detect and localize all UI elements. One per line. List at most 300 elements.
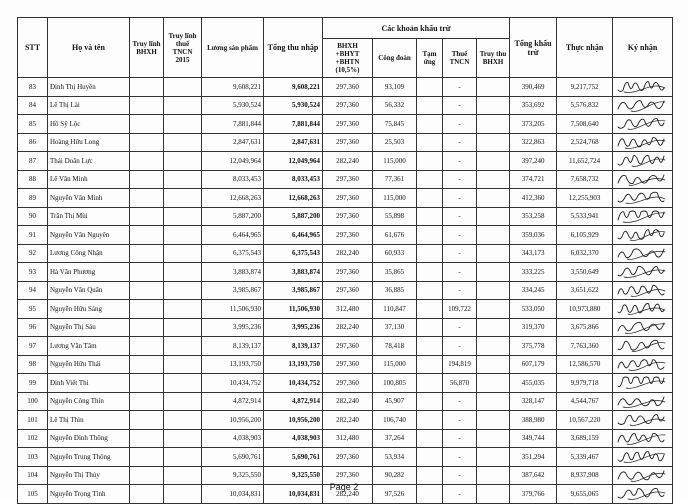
thue-tncn-cell: - xyxy=(443,115,477,134)
thue-tncn-cell: - xyxy=(443,466,477,485)
luong-sp-cell: 11,506,930 xyxy=(202,300,264,319)
handwritten-signature xyxy=(615,116,669,131)
luong-sp-cell: 6,375,543 xyxy=(202,244,264,263)
employee-name: Lê Thị Lài xyxy=(48,96,130,115)
tam-ung-cell xyxy=(417,355,443,374)
cong-doan-cell: 115,000 xyxy=(373,355,417,374)
stt-cell: 102 xyxy=(18,429,48,448)
employee-name: Hà Văn Phương xyxy=(48,263,130,282)
thuc-nhan-cell: 12,586,570 xyxy=(557,355,613,374)
tong-thu-nhap-cell: 11,506,930 xyxy=(264,300,323,319)
thuc-nhan-cell: 3,550,649 xyxy=(557,263,613,282)
thue-tncn-cell: - xyxy=(443,411,477,430)
truy-thu-bhxh-cell xyxy=(477,448,510,467)
thue-tncn-cell: 56,870 xyxy=(443,374,477,393)
table-row xyxy=(18,170,673,189)
table-row xyxy=(18,96,673,115)
thuc-nhan-cell: 3,689,159 xyxy=(557,429,613,448)
tam-ung-cell xyxy=(417,429,443,448)
truy-tncn-cell xyxy=(164,133,202,152)
signature-cell xyxy=(613,189,673,208)
handwritten-signature xyxy=(615,357,669,372)
truy-thu-bhxh-cell xyxy=(477,263,510,282)
employee-name: Đinh Viết Thi xyxy=(48,374,130,393)
tong-khau-tru-cell: 343,173 xyxy=(510,244,557,263)
handwritten-signature xyxy=(615,98,669,113)
truy-bhxh-cell xyxy=(130,300,164,319)
luong-sp-cell: 13,193,750 xyxy=(202,355,264,374)
thuc-nhan-cell: 3,651,622 xyxy=(557,281,613,300)
handwritten-signature xyxy=(615,190,669,205)
truy-tncn-cell xyxy=(164,96,202,115)
stt-cell: 85 xyxy=(18,115,48,134)
tam-ung-cell xyxy=(417,115,443,134)
tong-thu-nhap-cell: 5,690,761 xyxy=(264,448,323,467)
tam-ung-cell xyxy=(417,263,443,282)
handwritten-signature xyxy=(615,468,669,483)
employee-name: Nguyễn Công Thìn xyxy=(48,392,130,411)
employee-name: Nguyễn Đình Thông xyxy=(48,429,130,448)
table-row xyxy=(18,263,673,282)
thue-tncn-cell: - xyxy=(443,263,477,282)
header-tam-ung: Tạm ứng xyxy=(417,39,443,78)
tam-ung-cell xyxy=(417,392,443,411)
truy-thu-bhxh-cell xyxy=(477,355,510,374)
employee-name: Đinh Thị Huyền xyxy=(48,78,130,97)
signature-cell xyxy=(613,337,673,356)
truy-tncn-cell xyxy=(164,300,202,319)
bhxh-cell: 282,240 xyxy=(323,152,373,171)
thue-tncn-cell: 109,722 xyxy=(443,300,477,319)
signature-cell xyxy=(613,96,673,115)
handwritten-signature xyxy=(615,79,669,94)
tong-thu-nhap-cell: 9,325,550 xyxy=(264,466,323,485)
employee-name: Nguyễn Trung Thông xyxy=(48,448,130,467)
header-cac-khoan-khau-tru: Các khoản khấu trừ xyxy=(323,18,510,39)
luong-sp-cell: 3,883,874 xyxy=(202,263,264,282)
tong-khau-tru-cell: 387,642 xyxy=(510,466,557,485)
employee-name: Nguyễn Thị Thủy xyxy=(48,466,130,485)
truy-tncn-cell xyxy=(164,448,202,467)
thue-tncn-cell: - xyxy=(443,429,477,448)
truy-thu-bhxh-cell xyxy=(477,115,510,134)
tong-khau-tru-cell: 328,147 xyxy=(510,392,557,411)
truy-thu-bhxh-cell xyxy=(477,300,510,319)
stt-cell: 83 xyxy=(18,78,48,97)
tong-thu-nhap-cell: 13,193,750 xyxy=(264,355,323,374)
employee-name: Lê Văn Minh xyxy=(48,170,130,189)
thuc-nhan-cell: 6,105,929 xyxy=(557,226,613,245)
thue-tncn-cell: - xyxy=(443,337,477,356)
truy-tncn-cell xyxy=(164,226,202,245)
thuc-nhan-cell: 10,567,220 xyxy=(557,411,613,430)
cong-doan-cell: 93,109 xyxy=(373,78,417,97)
tong-khau-tru-cell: 607,179 xyxy=(510,355,557,374)
truy-bhxh-cell xyxy=(130,281,164,300)
thuc-nhan-cell: 5,533,941 xyxy=(557,207,613,226)
thue-tncn-cell: - xyxy=(443,448,477,467)
header-stt: STT xyxy=(18,18,48,78)
bhxh-cell: 297,360 xyxy=(323,78,373,97)
stt-cell: 92 xyxy=(18,244,48,263)
cong-doan-cell: 56,332 xyxy=(373,96,417,115)
signature-cell xyxy=(613,318,673,337)
tong-thu-nhap-cell: 3,995,236 xyxy=(264,318,323,337)
stt-cell: 104 xyxy=(18,466,48,485)
employee-name: Lương Công Nhận xyxy=(48,244,130,263)
stt-cell: 100 xyxy=(18,392,48,411)
handwritten-signature xyxy=(615,227,669,242)
thue-tncn-cell: - xyxy=(443,281,477,300)
employee-name: Nguyễn Trọng Tình xyxy=(48,485,130,504)
bhxh-cell: 297,360 xyxy=(323,466,373,485)
tong-thu-nhap-cell: 6,464,965 xyxy=(264,226,323,245)
thue-tncn-cell: - xyxy=(443,226,477,245)
tam-ung-cell xyxy=(417,133,443,152)
tam-ung-cell xyxy=(417,411,443,430)
truy-tncn-cell xyxy=(164,115,202,134)
cong-doan-cell: 36,885 xyxy=(373,281,417,300)
tong-khau-tru-cell: 397,240 xyxy=(510,152,557,171)
cong-doan-cell: 25,503 xyxy=(373,133,417,152)
luong-sp-cell: 4,038,903 xyxy=(202,429,264,448)
truy-tncn-cell xyxy=(164,263,202,282)
truy-thu-bhxh-cell xyxy=(477,189,510,208)
tong-khau-tru-cell: 353,692 xyxy=(510,96,557,115)
cong-doan-cell: 106,740 xyxy=(373,411,417,430)
tam-ung-cell xyxy=(417,300,443,319)
luong-sp-cell: 5,930,524 xyxy=(202,96,264,115)
tong-khau-tru-cell: 353,258 xyxy=(510,207,557,226)
cong-doan-cell: 78,418 xyxy=(373,337,417,356)
tong-thu-nhap-cell: 10,034,831 xyxy=(264,485,323,504)
handwritten-signature xyxy=(615,264,669,279)
page-number: Page 2 xyxy=(329,482,359,492)
tong-thu-nhap-cell: 7,881,844 xyxy=(264,115,323,134)
tong-thu-nhap-cell: 5,930,524 xyxy=(264,96,323,115)
bhxh-cell: 297,360 xyxy=(323,337,373,356)
bhxh-cell: 312,480 xyxy=(323,300,373,319)
truy-tncn-cell xyxy=(164,429,202,448)
tam-ung-cell xyxy=(417,448,443,467)
stt-cell: 87 xyxy=(18,152,48,171)
employee-name: Nguyễn Văn Minh xyxy=(48,189,130,208)
handwritten-signature xyxy=(615,153,669,168)
cong-doan-cell: 110,847 xyxy=(373,300,417,319)
truy-bhxh-cell xyxy=(130,448,164,467)
stt-cell: 86 xyxy=(18,133,48,152)
tam-ung-cell xyxy=(417,374,443,393)
employee-name: Hồ Sỹ Lộc xyxy=(48,115,130,134)
handwritten-signature xyxy=(615,209,669,224)
cong-doan-cell: 35,865 xyxy=(373,263,417,282)
bhxh-cell: 282,240 xyxy=(323,392,373,411)
employee-name: Nguyễn Thị Sáu xyxy=(48,318,130,337)
truy-thu-bhxh-cell xyxy=(477,170,510,189)
bhxh-cell: 282,240 xyxy=(323,411,373,430)
stt-cell: 91 xyxy=(18,226,48,245)
tam-ung-cell xyxy=(417,207,443,226)
truy-tncn-cell xyxy=(164,244,202,263)
table-row xyxy=(18,115,673,134)
tong-thu-nhap-cell: 9,608,221 xyxy=(264,78,323,97)
cong-doan-cell: 115,000 xyxy=(373,152,417,171)
tam-ung-cell xyxy=(417,170,443,189)
employee-name: Nguyễn Hữu Thái xyxy=(48,355,130,374)
table-body xyxy=(18,78,673,504)
luong-sp-cell: 4,872,914 xyxy=(202,392,264,411)
table-row xyxy=(18,337,673,356)
thue-tncn-cell: - xyxy=(443,189,477,208)
thuc-nhan-cell: 5,576,832 xyxy=(557,96,613,115)
tong-thu-nhap-cell: 12,049,964 xyxy=(264,152,323,171)
tong-khau-tru-cell: 388,980 xyxy=(510,411,557,430)
bhxh-cell: 297,360 xyxy=(323,226,373,245)
luong-sp-cell: 3,995,236 xyxy=(202,318,264,337)
bhxh-cell: 297,360 xyxy=(323,189,373,208)
employee-name: Nguyễn Hữu Sáng xyxy=(48,300,130,319)
stt-cell: 88 xyxy=(18,170,48,189)
employee-name: Nguyễn Văn Nguyên xyxy=(48,226,130,245)
thuc-nhan-cell: 3,675,866 xyxy=(557,318,613,337)
cong-doan-cell: 97,526 xyxy=(373,485,417,504)
thue-tncn-cell: 194,819 xyxy=(443,355,477,374)
thuc-nhan-cell: 11,652,724 xyxy=(557,152,613,171)
header-bhxh: BHXH +BHYT +BHTN (10,5%) xyxy=(323,39,373,78)
truy-tncn-cell xyxy=(164,207,202,226)
header-luong-sp: Lương sản phẩm xyxy=(202,18,264,78)
truy-tncn-cell xyxy=(164,281,202,300)
luong-sp-cell: 6,464,965 xyxy=(202,226,264,245)
stt-cell: 97 xyxy=(18,337,48,356)
header-cong-doan: Công đoàn xyxy=(373,39,417,78)
tong-thu-nhap-cell: 3,883,874 xyxy=(264,263,323,282)
table-row xyxy=(18,411,673,430)
thuc-nhan-cell: 7,658,732 xyxy=(557,170,613,189)
cong-doan-cell: 75,845 xyxy=(373,115,417,134)
tam-ung-cell xyxy=(417,189,443,208)
table-row xyxy=(18,429,673,448)
truy-bhxh-cell xyxy=(130,263,164,282)
stt-cell: 105 xyxy=(18,485,48,504)
truy-tncn-cell xyxy=(164,318,202,337)
tong-khau-tru-cell: 455,035 xyxy=(510,374,557,393)
cong-doan-cell: 60,933 xyxy=(373,244,417,263)
signature-cell xyxy=(613,244,673,263)
thuc-nhan-cell: 4,544,767 xyxy=(557,392,613,411)
thuc-nhan-cell: 10,973,880 xyxy=(557,300,613,319)
tong-khau-tru-cell: 351,294 xyxy=(510,448,557,467)
truy-thu-bhxh-cell xyxy=(477,318,510,337)
truy-bhxh-cell xyxy=(130,411,164,430)
stt-cell: 93 xyxy=(18,263,48,282)
cong-doan-cell: 37,130 xyxy=(373,318,417,337)
stt-cell: 90 xyxy=(18,207,48,226)
signature-cell xyxy=(613,374,673,393)
tong-thu-nhap-cell: 4,872,914 xyxy=(264,392,323,411)
tam-ung-cell xyxy=(417,318,443,337)
tong-khau-tru-cell: 359,036 xyxy=(510,226,557,245)
thuc-nhan-cell: 5,339,467 xyxy=(557,448,613,467)
bhxh-cell: 297,360 xyxy=(323,374,373,393)
thuc-nhan-cell: 2,524,768 xyxy=(557,133,613,152)
table-row xyxy=(18,133,673,152)
signature-cell xyxy=(613,263,673,282)
stt-cell: 89 xyxy=(18,189,48,208)
table-row xyxy=(18,207,673,226)
stt-cell: 95 xyxy=(18,300,48,319)
tam-ung-cell xyxy=(417,96,443,115)
table-row xyxy=(18,281,673,300)
employee-name: Lương Văn Tâm xyxy=(48,337,130,356)
table-header xyxy=(18,18,673,78)
thue-tncn-cell: - xyxy=(443,244,477,263)
stt-cell: 103 xyxy=(18,448,48,467)
cong-doan-cell: 90,282 xyxy=(373,466,417,485)
luong-sp-cell: 8,139,137 xyxy=(202,337,264,356)
stt-cell: 94 xyxy=(18,281,48,300)
signature-cell xyxy=(613,411,673,430)
bhxh-cell: 282,240 xyxy=(323,318,373,337)
tong-khau-tru-cell: 319,370 xyxy=(510,318,557,337)
table-row xyxy=(18,226,673,245)
handwritten-signature xyxy=(615,135,669,150)
header-thue-tncn: Thuế TNCN xyxy=(443,39,477,78)
tong-thu-nhap-cell: 2,847,631 xyxy=(264,133,323,152)
tong-khau-tru-cell: 373,205 xyxy=(510,115,557,134)
truy-thu-bhxh-cell xyxy=(477,429,510,448)
truy-tncn-cell xyxy=(164,189,202,208)
thuc-nhan-cell: 9,979,718 xyxy=(557,374,613,393)
bhxh-cell: 297,360 xyxy=(323,115,373,134)
truy-bhxh-cell xyxy=(130,244,164,263)
bhxh-cell: 297,360 xyxy=(323,207,373,226)
thuc-nhan-cell: 9,655,065 xyxy=(557,485,613,504)
handwritten-signature xyxy=(615,172,669,187)
truy-bhxh-cell xyxy=(130,429,164,448)
tong-khau-tru-cell: 374,721 xyxy=(510,170,557,189)
tong-thu-nhap-cell: 10,434,752 xyxy=(264,374,323,393)
truy-bhxh-cell xyxy=(130,374,164,393)
table-row xyxy=(18,152,673,171)
handwritten-signature xyxy=(615,283,669,298)
truy-tncn-cell xyxy=(164,374,202,393)
truy-thu-bhxh-cell xyxy=(477,226,510,245)
signature-cell xyxy=(613,226,673,245)
truy-bhxh-cell xyxy=(130,115,164,134)
truy-tncn-cell xyxy=(164,152,202,171)
table-row xyxy=(18,189,673,208)
truy-thu-bhxh-cell xyxy=(477,281,510,300)
tong-khau-tru-cell: 390,469 xyxy=(510,78,557,97)
tong-khau-tru-cell: 375,778 xyxy=(510,337,557,356)
signature-cell xyxy=(613,429,673,448)
luong-sp-cell: 10,956,200 xyxy=(202,411,264,430)
tong-thu-nhap-cell: 10,956,200 xyxy=(264,411,323,430)
truy-thu-bhxh-cell xyxy=(477,374,510,393)
truy-tncn-cell xyxy=(164,411,202,430)
employee-name: Trần Thị Mùi xyxy=(48,207,130,226)
thuc-nhan-cell: 6,032,370 xyxy=(557,244,613,263)
thuc-nhan-cell: 7,508,640 xyxy=(557,115,613,134)
handwritten-signature xyxy=(615,246,669,261)
tong-thu-nhap-cell: 6,375,543 xyxy=(264,244,323,263)
cong-doan-cell: 115,000 xyxy=(373,189,417,208)
bhxh-cell: 297,360 xyxy=(323,263,373,282)
bhxh-cell: 312,480 xyxy=(323,429,373,448)
cong-doan-cell: 61,676 xyxy=(373,226,417,245)
thue-tncn-cell: - xyxy=(443,392,477,411)
table-row xyxy=(18,78,673,97)
luong-sp-cell: 10,434,752 xyxy=(202,374,264,393)
table-row xyxy=(18,448,673,467)
signature-cell xyxy=(613,281,673,300)
tam-ung-cell xyxy=(417,337,443,356)
tong-thu-nhap-cell: 5,887,200 xyxy=(264,207,323,226)
truy-thu-bhxh-cell xyxy=(477,133,510,152)
luong-sp-cell: 2,847,631 xyxy=(202,133,264,152)
truy-tncn-cell xyxy=(164,392,202,411)
handwritten-signature xyxy=(615,412,669,427)
truy-thu-bhxh-cell xyxy=(477,411,510,430)
header-tong-thu-nhap: Tổng thu nhập xyxy=(264,18,323,78)
signature-cell xyxy=(613,300,673,319)
cong-doan-cell: 100,805 xyxy=(373,374,417,393)
employee-name: Hoàng Hữu Long xyxy=(48,133,130,152)
thue-tncn-cell: - xyxy=(443,170,477,189)
thuc-nhan-cell: 8,937,908 xyxy=(557,466,613,485)
signature-cell xyxy=(613,207,673,226)
table-row xyxy=(18,374,673,393)
table-row xyxy=(18,300,673,319)
truy-bhxh-cell xyxy=(130,78,164,97)
tam-ung-cell xyxy=(417,78,443,97)
luong-sp-cell: 9,608,221 xyxy=(202,78,264,97)
handwritten-signature xyxy=(615,301,669,316)
tong-khau-tru-cell: 333,225 xyxy=(510,263,557,282)
truy-thu-bhxh-cell xyxy=(477,78,510,97)
tam-ung-cell xyxy=(417,244,443,263)
truy-bhxh-cell xyxy=(130,318,164,337)
tam-ung-cell xyxy=(417,152,443,171)
stt-cell: 101 xyxy=(18,411,48,430)
signature-cell xyxy=(613,133,673,152)
signature-cell xyxy=(613,152,673,171)
stt-cell: 98 xyxy=(18,355,48,374)
truy-bhxh-cell xyxy=(130,226,164,245)
truy-bhxh-cell xyxy=(130,189,164,208)
tong-thu-nhap-cell: 4,038,903 xyxy=(264,429,323,448)
truy-bhxh-cell xyxy=(130,170,164,189)
tong-thu-nhap-cell: 8,033,453 xyxy=(264,170,323,189)
truy-thu-bhxh-cell xyxy=(477,337,510,356)
truy-bhxh-cell xyxy=(130,152,164,171)
table-row xyxy=(18,355,673,374)
signature-cell xyxy=(613,355,673,374)
header-truy-bhxh: Truy lĩnh BHXH xyxy=(130,18,164,78)
bhxh-cell: 297,360 xyxy=(323,170,373,189)
thue-tncn-cell: - xyxy=(443,152,477,171)
luong-sp-cell: 7,881,844 xyxy=(202,115,264,134)
thuc-nhan-cell: 12,255,903 xyxy=(557,189,613,208)
thue-tncn-cell: - xyxy=(443,485,477,504)
truy-thu-bhxh-cell xyxy=(477,96,510,115)
tam-ung-cell xyxy=(417,281,443,300)
luong-sp-cell: 10,034,831 xyxy=(202,485,264,504)
payroll-table xyxy=(17,17,673,504)
cong-doan-cell: 77,361 xyxy=(373,170,417,189)
handwritten-signature xyxy=(615,338,669,353)
